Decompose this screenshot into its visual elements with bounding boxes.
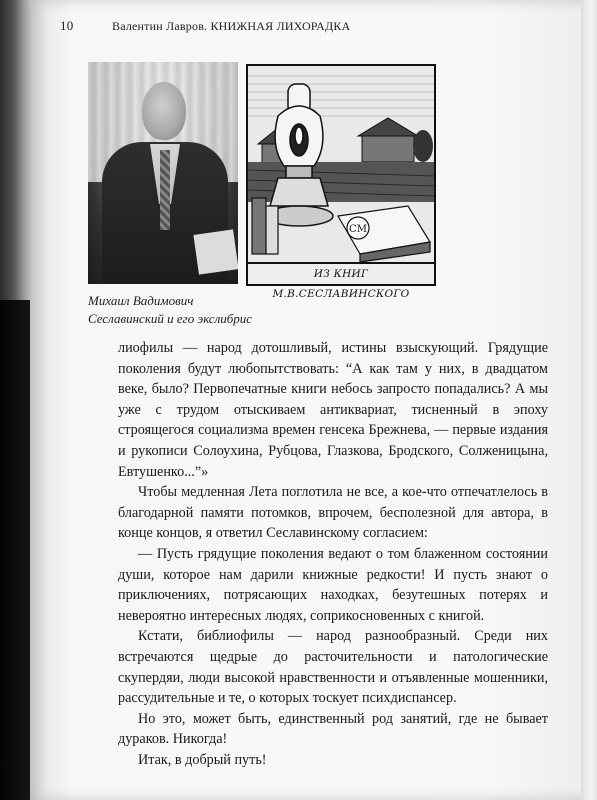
exlibris-engraving: [248, 66, 434, 264]
paragraph: Но это, может быть, единственный род занятий, где не бывает дураков. Никогда!: [118, 710, 548, 748]
paragraph: Кстати, библиофилы — народ разнообразный. Среди них встречаются щедрые до расточительности и патологические скупердяи, люди высокой нравственности и отъявленные мошенники, рассудительные и те, о которых тоскует психдиспансер.: [118, 628, 548, 707]
running-header: [60, 18, 560, 38]
paragraph: лиофилы — народ дотошливый, истины взыскующий. Грядущие поколения будут любопытствовать: “А как там у них, в двадцатом веке, было? Первопечатные книги небось запросто попадались? А мы уже с трудом отыскиваем антиквариат, тисненный в эпоху строящегося социализма времен генсека Брежнева, — первые издания и рукописи Солоухина, Рубцова, Глазкова, Бродского, Солженицына, Евтушенко...”»: [118, 340, 548, 480]
paragraph: — Пусть грядущие поколения ведают о том блаженном состоянии души, которое нам дарили книжные редкости! И пусть знают о приключениях, потрясающих находках, безутешных потерях и невероятно интересных людях, соприкосновенных с книгой.: [118, 545, 548, 624]
photo-face: [142, 82, 186, 140]
photo-tie: [160, 150, 170, 230]
body-text: [118, 338, 548, 770]
photo-paper: [193, 229, 238, 274]
running-title: Валентин Лавров. КНИЖНАЯ ЛИХОРАДКА: [112, 19, 351, 33]
paragraph: Итак, в добрый путь!: [138, 751, 267, 768]
caption-line-1: Михаил Вадимович: [88, 293, 194, 308]
page-number: 10: [60, 18, 74, 33]
author-photo: [88, 62, 238, 284]
exlibris-inscription: ИЗ КНИГ М.В.СЕСЛАВИНСКОГО: [248, 262, 434, 284]
exlibris-image: [246, 64, 436, 300]
photo-caption: [88, 292, 288, 328]
exlibris-monogram: СМ: [349, 224, 367, 235]
paragraph: Чтобы медленная Лета поглотила не все, а кое-что отпечатлелось в благодарной памяти потомков, впрочем, бесполезной для автора, в конце концов, я ответил Сеславинскому согласием:: [118, 484, 548, 542]
caption-line-2: Сеславинский и его экслибрис: [88, 311, 253, 326]
page-right-edge: [581, 0, 597, 800]
